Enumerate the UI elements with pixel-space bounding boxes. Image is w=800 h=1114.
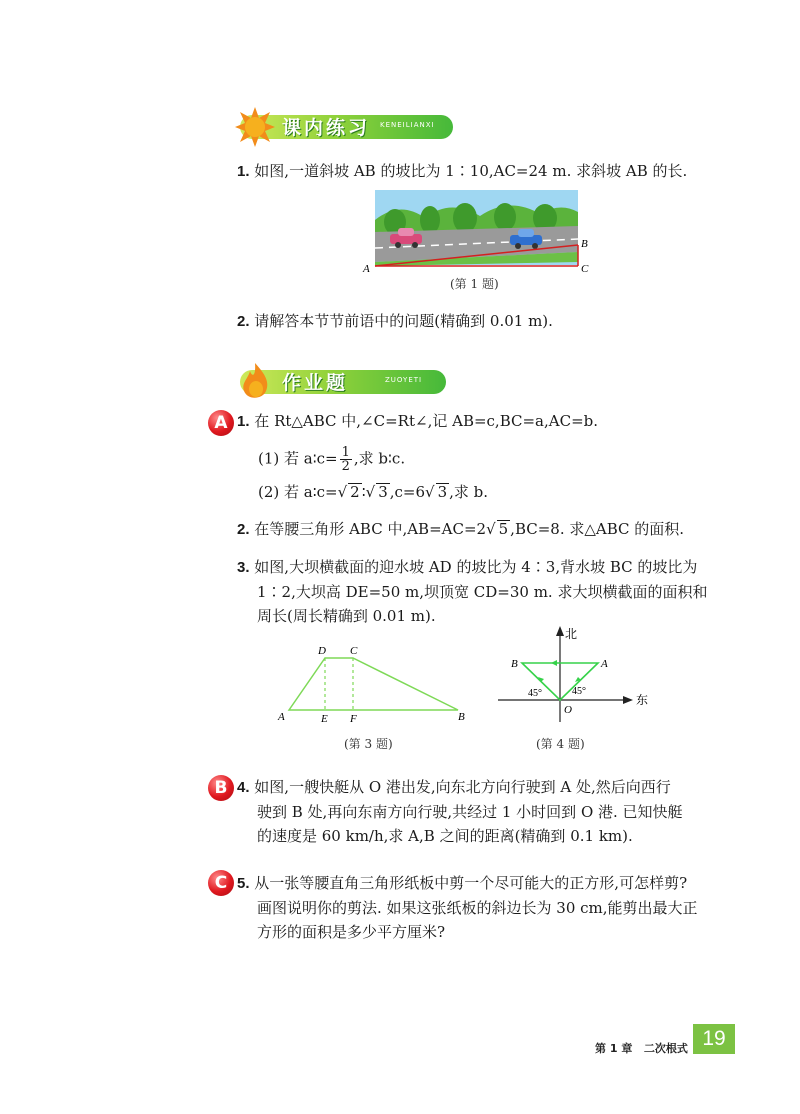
radicand: 3 xyxy=(437,483,448,501)
part-text: ,c=6 xyxy=(389,483,426,501)
question-text: 如图,一道斜坡 AB 的坡比为 1∶10,AC=24 m. 求斜坡 AB 的长. xyxy=(254,162,688,180)
section-pinyin: ZUOYETI xyxy=(385,376,423,384)
part-text: ∶ xyxy=(361,483,366,501)
north-label: 北 xyxy=(565,627,578,641)
angle-label-right: 45° xyxy=(572,686,586,697)
question-text: 如图,大坝横截面的迎水坡 AD 的坡比为 4∶3,背水坡 BC 的坡比为 xyxy=(254,558,698,576)
question-text: 画图说明你的剪法. 如果这张纸板的斜边长为 30 cm,能剪出最大正 xyxy=(257,899,698,917)
question-text: 周长(周长精确到 0.01 m). xyxy=(257,607,436,625)
question-number: 2. xyxy=(237,313,250,330)
arrow-AB xyxy=(551,660,557,666)
section-banner-class-exercise xyxy=(240,115,453,139)
label-C: C xyxy=(581,263,589,275)
question-number: 5. xyxy=(237,875,250,892)
east-arrow xyxy=(623,696,633,704)
chapter-number: 第 1 章 xyxy=(595,1042,633,1055)
east-label: 东 xyxy=(636,693,649,707)
label-D: D xyxy=(318,645,326,657)
part-text: ,求 b. xyxy=(449,483,489,501)
level-a-badge: A xyxy=(208,410,234,436)
question-text: ,BC=8. 求△ABC 的面积. xyxy=(510,520,685,538)
section-banner-homework xyxy=(240,370,446,394)
question-text: 请解答本节节前语中的问题(精确到 0.01 m). xyxy=(254,312,553,330)
label-O: O xyxy=(564,704,572,716)
homework-5 xyxy=(237,871,698,944)
label-B: B xyxy=(511,658,518,670)
part-text: (1) 若 a∶c= xyxy=(258,449,338,468)
question-number: 1. xyxy=(237,163,250,180)
homework-1 xyxy=(237,411,598,432)
question-text: 如图,一艘快艇从 O 港出发,向东北方向行驶到 A 处,然后向西行 xyxy=(254,778,671,796)
question-text: 驶到 B 处,再向东南方向行驶,共经过 1 小时回到 O 港. 已知快艇 xyxy=(257,803,683,821)
radicand: 3 xyxy=(378,483,388,501)
label-C: C xyxy=(350,645,358,657)
trapezoid-ABCD xyxy=(289,658,458,710)
numerator: 1 xyxy=(341,445,350,460)
figure-3-dam xyxy=(275,640,475,730)
angle-label-left: 45° xyxy=(528,688,542,699)
page-number: 19 xyxy=(693,1024,735,1054)
question-text: 在 Rt△ABC 中,∠C=Rt∠,记 AB=c,BC=a,AC=b. xyxy=(254,412,599,430)
section-title: 课内练习 xyxy=(282,117,371,139)
figure-4-compass xyxy=(495,622,665,727)
label-F: F xyxy=(350,713,357,725)
class-exercise-1 xyxy=(237,161,687,182)
part-text: ,求 b∶c. xyxy=(353,449,406,468)
part-text: (2) 若 a∶c= xyxy=(258,483,338,501)
question-text: 的速度是 60 km/h,求 A,B 之间的距离(精确到 0.1 km). xyxy=(257,827,633,845)
label-B: B xyxy=(581,238,588,250)
flame-icon xyxy=(236,361,274,403)
question-number: 2. xyxy=(237,521,250,538)
sun-icon xyxy=(234,106,276,148)
chapter-title: 二次根式 xyxy=(643,1042,688,1055)
homework-1-part-2: (2) 若 a∶c=√ 2 ∶√ 3 ,c=6√ 3 ,求 b. xyxy=(258,483,489,501)
homework-2: 2. 在等腰三角形 ABC 中,AB=AC=2√ 5 ,BC=8. 求△ABC 的面积. xyxy=(237,520,685,538)
question-number: 4. xyxy=(237,779,250,796)
level-b-badge: B xyxy=(208,775,234,801)
footer-chapter xyxy=(595,1040,688,1056)
label-A: A xyxy=(363,263,370,275)
class-exercise-2 xyxy=(237,311,553,332)
denominator: 2 xyxy=(341,459,350,474)
radicand: 5 xyxy=(498,520,509,538)
north-arrow xyxy=(556,626,564,636)
question-number: 3. xyxy=(237,559,250,576)
figure-3-caption: (第 3 题) xyxy=(344,737,393,751)
section-pinyin: KENEILIANXI xyxy=(380,121,435,129)
label-E: E xyxy=(321,713,328,725)
homework-1-part-1 xyxy=(258,446,405,473)
homework-3 xyxy=(237,555,707,628)
section-title: 作业题 xyxy=(282,372,349,394)
figure-4-caption: (第 4 题) xyxy=(536,737,585,751)
label-A: A xyxy=(278,711,285,723)
fraction xyxy=(340,446,352,473)
question-text: 从一张等腰直角三角形纸板中剪一个尽可能大的正方形,可怎样剪? xyxy=(254,874,688,892)
label-B: B xyxy=(458,711,465,723)
question-text: 1∶2,大坝高 DE=50 m,坝顶宽 CD=30 m. 求大坝横截面的面积和 xyxy=(257,583,708,601)
radicand: 2 xyxy=(350,483,360,501)
homework-4 xyxy=(237,775,683,848)
label-A: A xyxy=(601,658,608,670)
question-number: 1. xyxy=(237,413,250,430)
level-c-badge: C xyxy=(208,870,234,896)
question-text: 方形的面积是多少平方厘米? xyxy=(257,923,446,941)
figure-1-caption: (第 1 题) xyxy=(450,277,499,291)
question-text: 在等腰三角形 ABC 中,AB=AC=2 xyxy=(254,520,487,538)
